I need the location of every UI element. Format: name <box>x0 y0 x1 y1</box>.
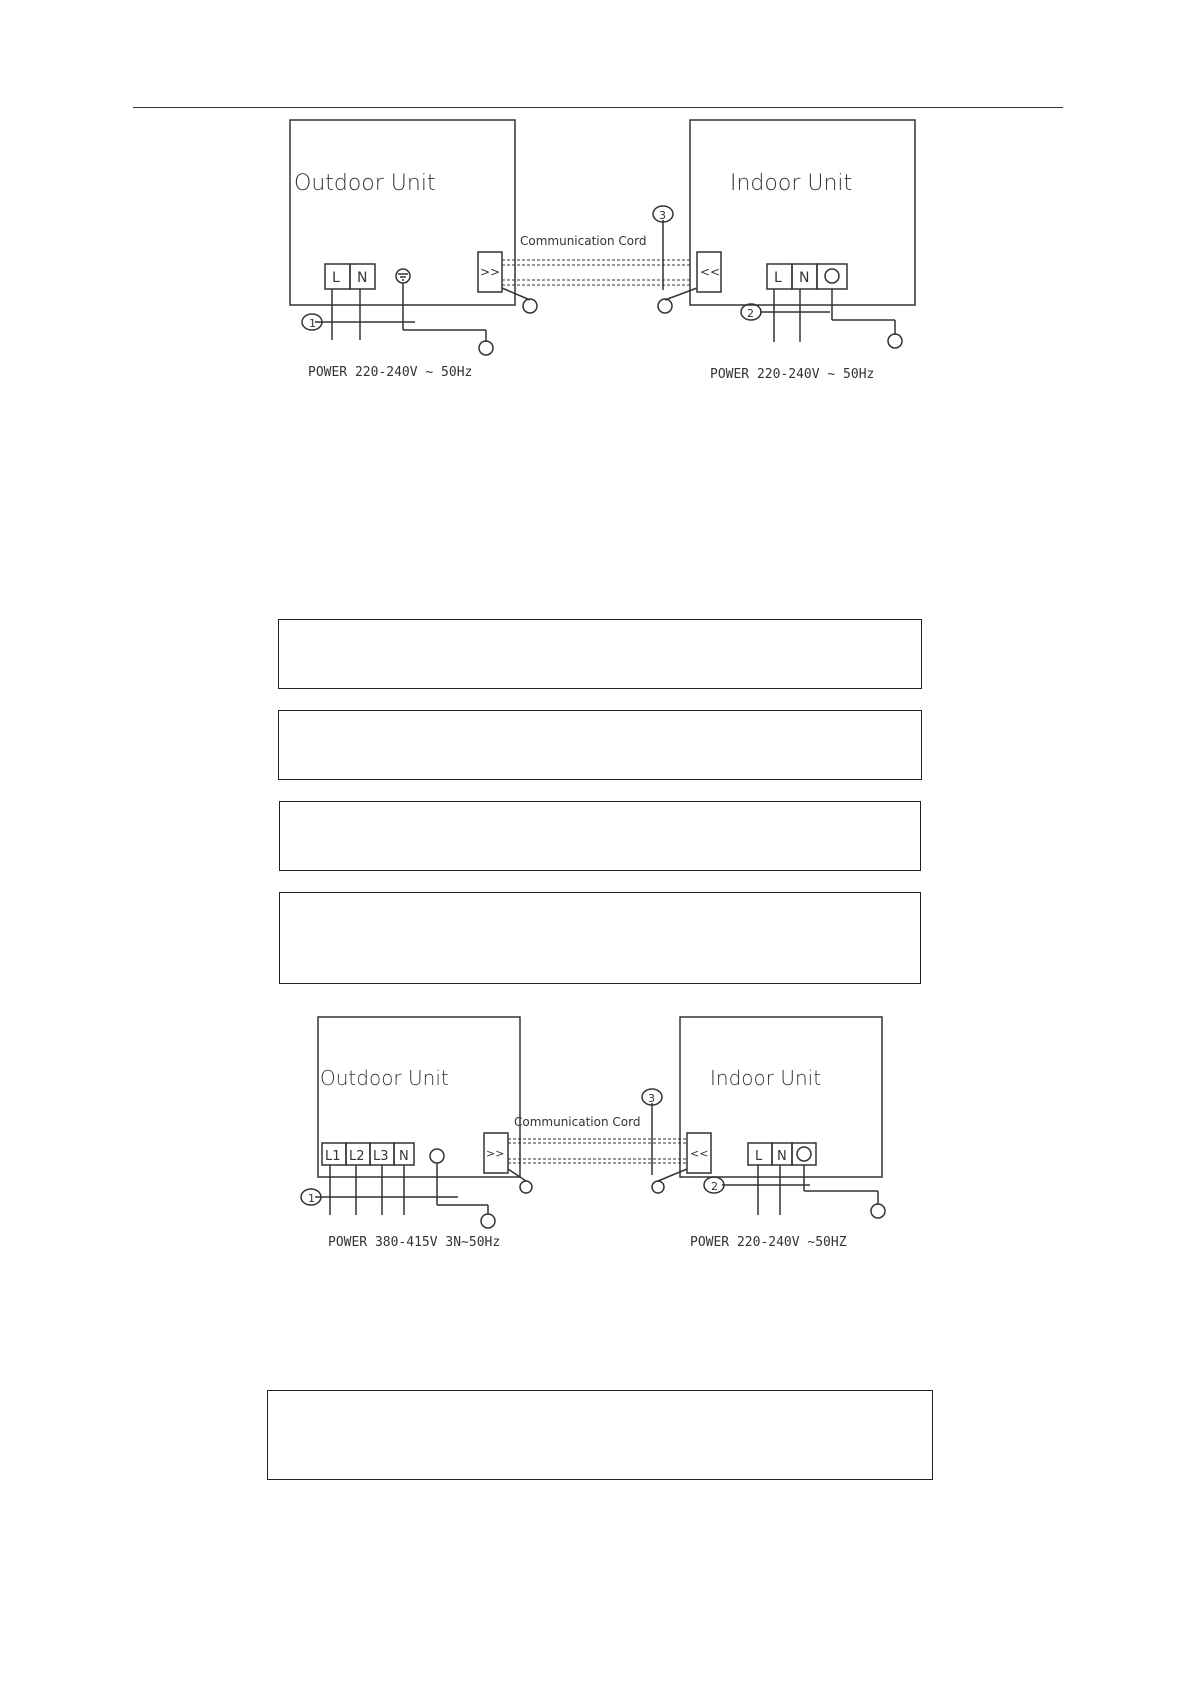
header-rule <box>133 107 1063 108</box>
marker-2-2: 2 <box>711 1180 718 1193</box>
indoor-unit-label: Indoor Unit <box>730 171 853 196</box>
power-outdoor-label-2: POWER 380-415V 3N~50Hz <box>328 1235 501 1250</box>
comm-cord-label: Communication Cord <box>520 234 647 248</box>
note-box-5 <box>267 1390 933 1480</box>
indoor-terminal-l-label: L <box>774 270 782 286</box>
power-outdoor-label: POWER 220-240V ~ 50Hz <box>308 365 473 380</box>
outdoor-connector-symbol: >> <box>480 265 501 279</box>
terminal-l2-label: L2 <box>349 1149 365 1164</box>
note-box-2 <box>278 710 922 780</box>
indoor-terminal-n-label: N <box>799 270 810 286</box>
indoor-connector-symbol-2: << <box>690 1147 709 1160</box>
terminal-n-label: N <box>399 1149 409 1164</box>
terminal-l3-label: L3 <box>373 1149 389 1164</box>
marker-1: 1 <box>309 317 316 330</box>
marker-3: 3 <box>659 209 666 222</box>
comm-cord-label-2: Communication Cord <box>514 1115 641 1129</box>
marker-1-2: 1 <box>308 1192 315 1205</box>
wiring-diagram-single-phase <box>270 110 920 390</box>
outdoor-ground-icon <box>396 269 410 283</box>
indoor-connector-symbol: << <box>700 265 721 279</box>
indoor-terminal-n-label-2: N <box>777 1149 787 1164</box>
indoor-terminal-l-label-2: L <box>755 1149 763 1164</box>
wiring-diagram-three-phase <box>290 1005 910 1255</box>
outdoor-terminal-l-label: L <box>332 270 340 286</box>
outdoor-unit-label-2: Outdoor Unit <box>320 1066 449 1090</box>
note-box-3 <box>279 801 921 871</box>
power-indoor-label-2: POWER 220-240V ~50HZ <box>690 1235 847 1250</box>
note-box-4 <box>279 892 921 984</box>
power-indoor-label: POWER 220-240V ~ 50Hz <box>710 367 875 382</box>
outdoor-terminal-n-label: N <box>357 270 368 286</box>
indoor-terminal-ground <box>817 264 847 289</box>
outdoor-connector-symbol-2: >> <box>486 1147 505 1160</box>
note-box-1 <box>278 619 922 689</box>
outdoor-unit-label: Outdoor Unit <box>294 171 436 196</box>
indoor-unit-label-2: Indoor Unit <box>710 1066 822 1090</box>
terminal-l1-label: L1 <box>325 1149 341 1164</box>
marker-2: 2 <box>747 307 754 320</box>
marker-3-2: 3 <box>648 1092 655 1105</box>
